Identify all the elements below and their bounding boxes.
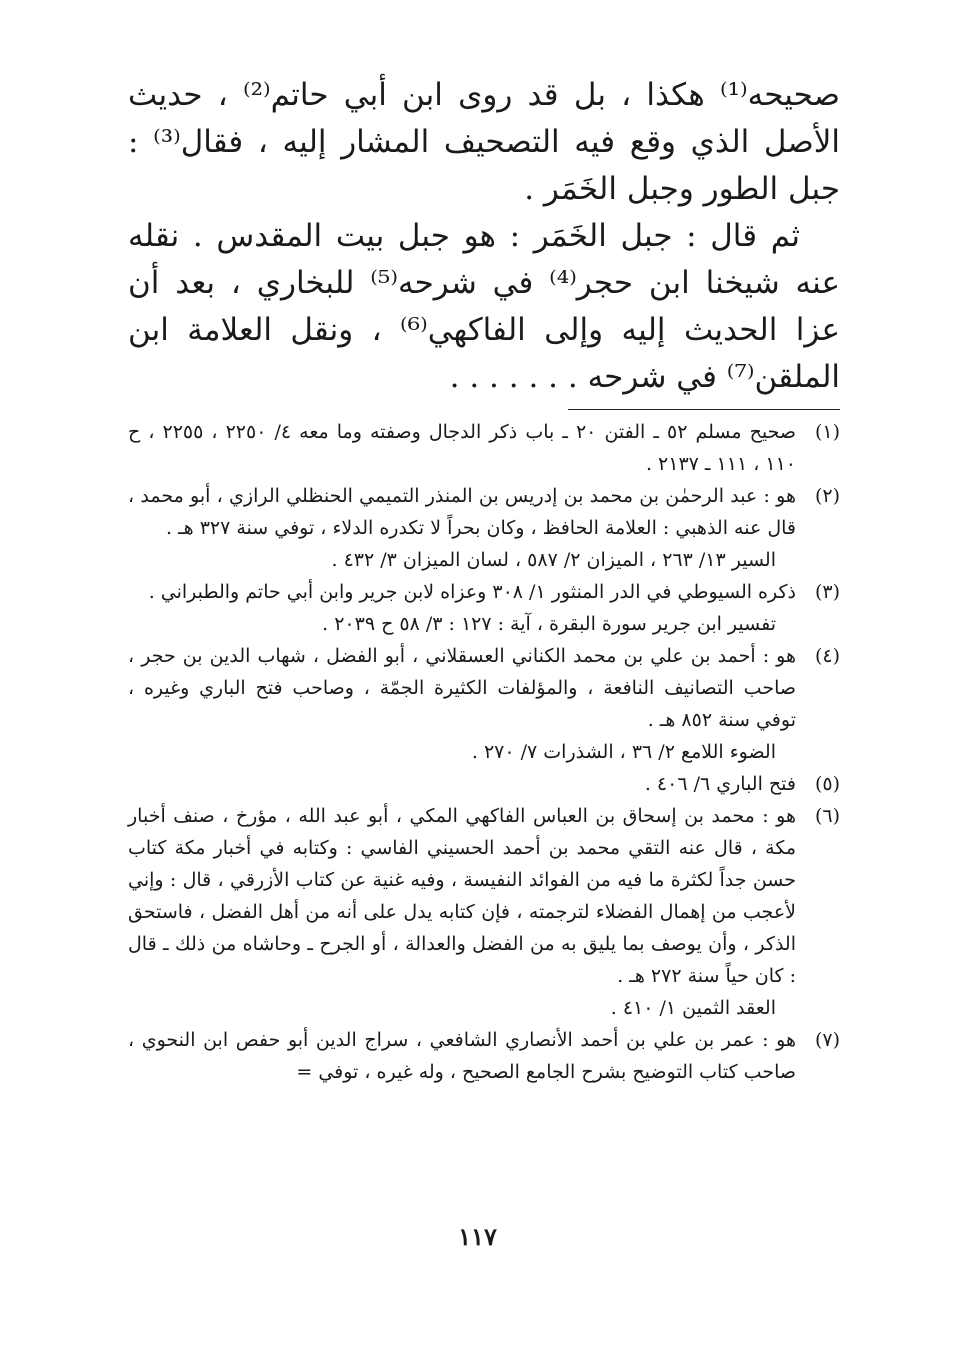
footnote-text: هو : عمر بن علي بن أحمد الأنصاري الشافعي ، سراج الدين أبو حفص ابن النحوي ، صاحب كتاب التوضيح بشرح الجامع الصحيح ، وله غيره ، توفي = [128,1029,796,1083]
footnote-body [128,416,796,480]
footnote-separator [568,409,840,410]
footnote-source: الضوء اللامع ٢/ ٣٦ ، الشذرات ٧/ ٢٧٠ . [471,741,776,763]
page-number: ١١٧ [458,1222,497,1251]
footnote-text: فتح الباري ٦/ ٤٠٦ . [644,773,796,795]
footnote-body [128,1024,796,1088]
footnote-source: السير ١٣/ ٢٦٣ ، الميزان ٢/ ٥٨٧ ، لسان الميزان ٣/ ٤٣٢ . [331,549,776,571]
footnote-number: (٢) [814,485,840,507]
footnote-text: هو : عبد الرحمٰن بن محمد بن إدريس بن المنذر التميمي الحنظلي الرازي ، أبو محمد ، قال عنه الذهبي : العلامة الحافظ ، وكان بحراً لا تكدره الدلاء ، توفي سنة ٣٢٧ هـ . [128,485,796,539]
footnote-text: هو : محمد بن إسحاق بن العباس الفاكهي المكي ، أبو عبد الله ، مؤرخ ، صنف أخبار مكة ، قال عنه التقي محمد بن أحمد الحسيني الفاسي : وكتابه في أخبار مكة كتاب حسن جداً لكثرة ما فيه من الفوائد النفيسة ، وفيه غنية عن كتاب الأزرقي ، قال : وإني لأعجب من إهمال الفضلاء لترجمته ، فإن كتابه يدل على أنه من أهل الفضل ، فاستحق الذكر ، وأن يوصف بما يليق به من الفضل والعدالة ، أو الجرح ـ وحاشاه من ذلك ـ قال : كان حياً سنة ٢٧٢ هـ . [128,805,796,987]
footnote-3 [128,576,840,640]
footnote-number: (٦) [814,805,840,827]
footnote-text: ذكره السيوطي في الدر المنثور ١/ ٣٠٨ وعزاه لابن جرير وابن أبي حاتم والطبراني . [148,581,796,603]
footnote-number: (٥) [814,773,840,795]
footnote-6 [128,800,840,1024]
footnote-body [128,576,796,640]
footnote-source: العقد الثمين ١/ ٤١٠ . [610,997,776,1019]
footnote-number: (٤) [814,645,840,667]
footnote-4 [128,640,840,768]
footnote-text: هو : أحمد بن علي بن محمد الكناني العسقلاني ، أبو الفضل ، شهاب الدين بن حجر ، صاحب التصانيف النافعة ، والمؤلفات الكثيرة الجمّة ، وصاحب فتح الباري وغيره ، توفي سنة ٨٥٢ هـ . [128,645,796,731]
footnote-2 [128,480,840,576]
footnote-text: صحيح مسلم ٥٢ ـ الفتن ٢٠ ـ باب ذكر الدجال وصفته وما معه ٤/ ٢٢٥٠ ، ٢٢٥٥ ، ح ١١٠ ، ١١١ ـ ٢١٣٧ . [128,421,796,475]
footnote-body [128,800,796,1024]
footnote-body [128,768,796,800]
footnote-number: (٣) [814,581,840,603]
footnote-number: (٧) [814,1029,840,1051]
main-paragraph-2: ثم قال : جبل الخَمَر : هو جبل بيت المقدس . نقله عنه شيخنا ابن حجر⁽⁴⁾ في شرحه⁽⁵⁾ للبخاري ، بعد أن عزا الحديث إليه وإلى الفاكهي⁽⁶⁾ ، ونقل العلامة ابن الملقن⁽⁷⁾ في شرحه . . . . . . . [128,218,840,395]
footnote-separator-wrap [128,409,840,410]
footnote-7 [128,1024,840,1088]
footnote-1 [128,416,840,480]
footnote-number: (١) [814,421,840,443]
main-paragraph-1: صحيحه⁽¹⁾ هكذا ، بل قد روى ابن أبي حاتم⁽²⁾ ، حديث الأصل الذي وقع فيه التصحيف المشار إليه ، فقال⁽³⁾ : جبل الطور وجبل الخَمَر . [128,77,840,207]
footnote-5 [128,768,840,800]
footnotes [128,416,840,1088]
footnote-source: تفسير ابن جرير سورة البقرة ، آية : ١٢٧ : ٣/ ٥٨ ح ٢٠٣٩ . [322,613,776,635]
book-page [128,72,840,1312]
footnote-body [128,640,796,768]
main-text [128,72,840,401]
footnote-body [128,480,796,576]
